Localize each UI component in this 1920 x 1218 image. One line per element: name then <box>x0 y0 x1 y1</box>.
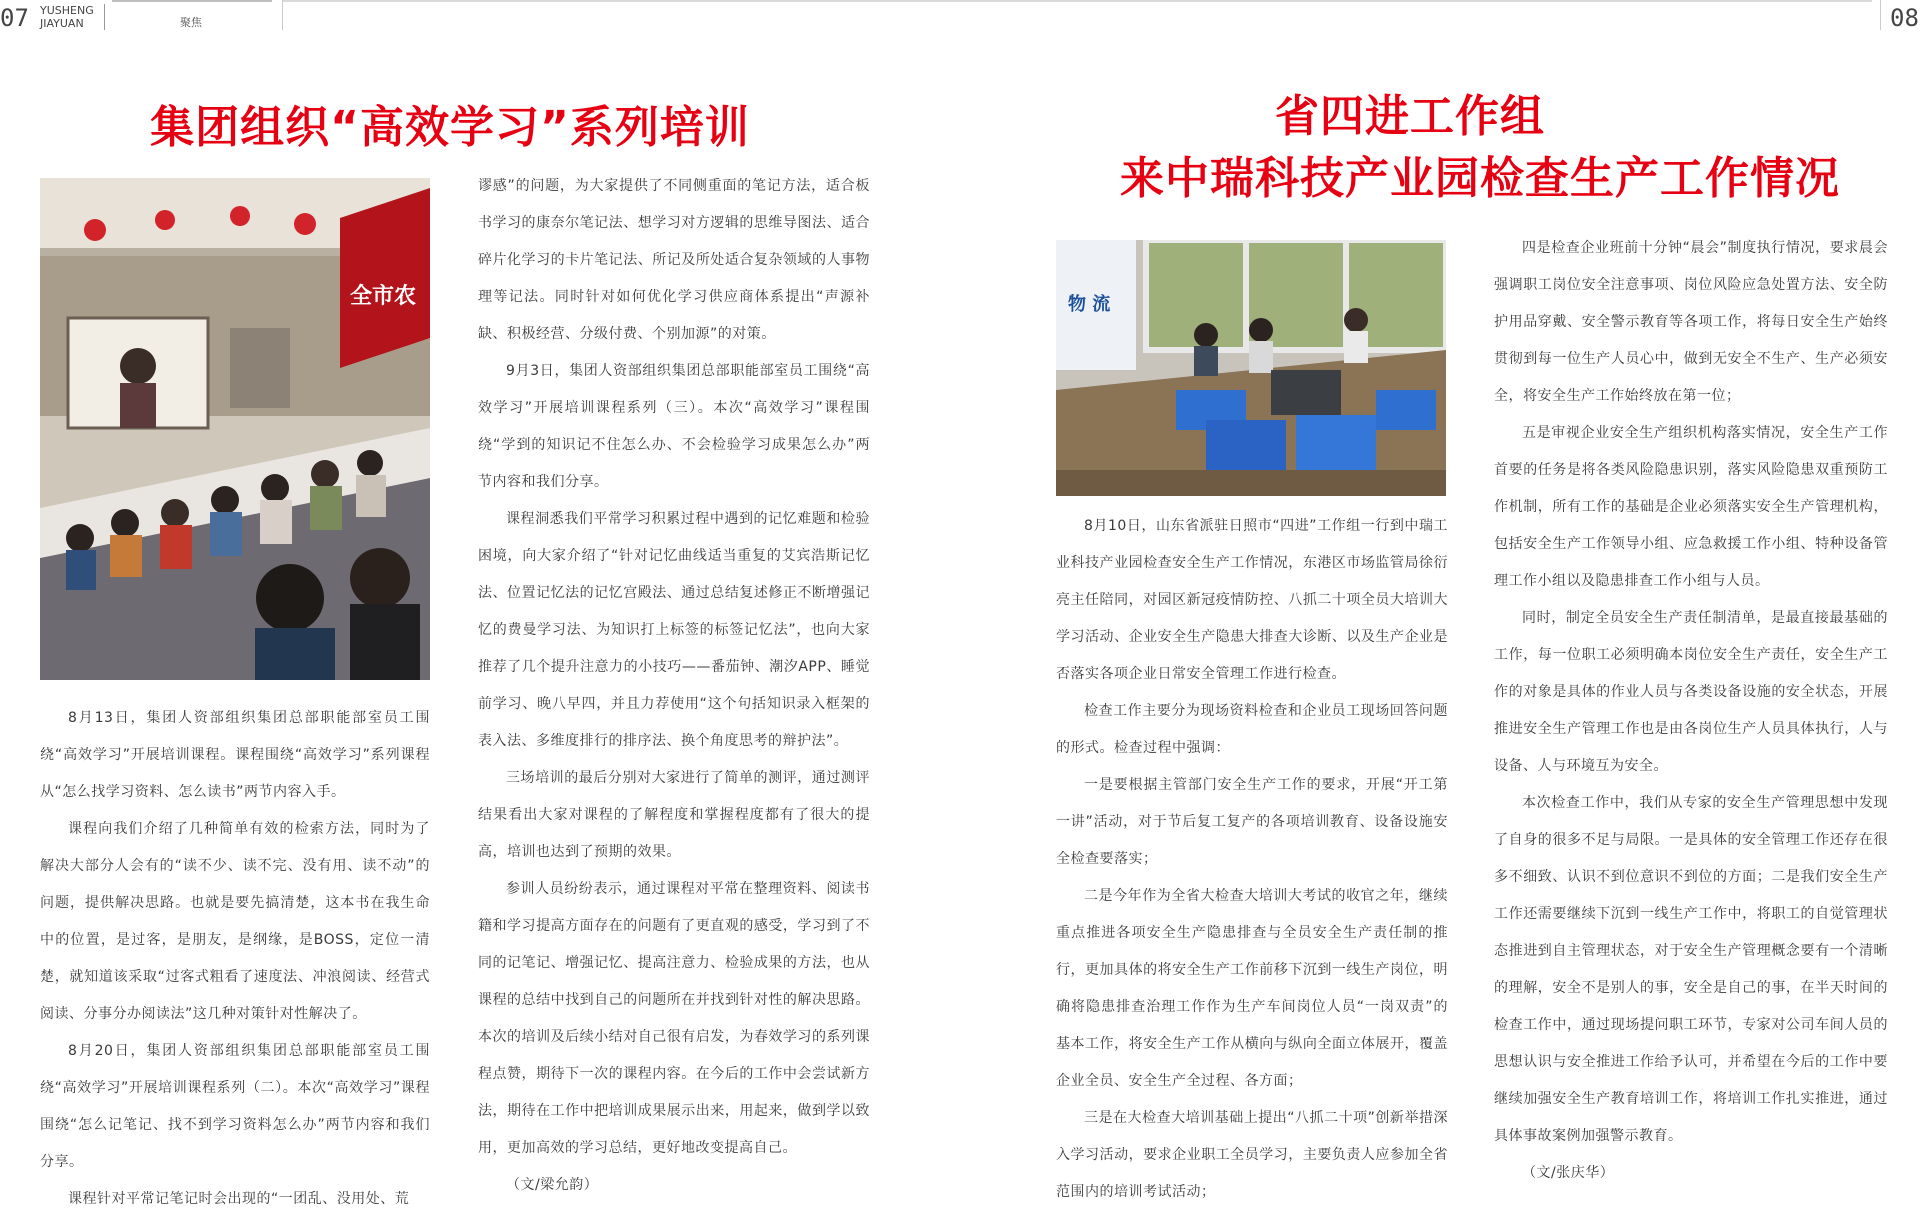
article2-title-line-1: 省四进工作组 <box>1275 91 1545 142</box>
article1-column-1 <box>40 700 430 1218</box>
paragraph: 同时，制定全员安全生产责任制清单，是最直接最基础的工作，每一位职工必须明确本岗位安全生产责任，安全生产工作的对象是具体的作业人员与各类设备设施的安全状态，开展推进安全生产管理工作也是由各岗位生产人员具体执行，人与设备、人与环境互为安全。 <box>1494 610 1888 774</box>
article2-column-1 <box>1056 508 1448 1211</box>
photo-sign-text: 物 流 <box>1068 294 1111 315</box>
header-rule-left <box>112 0 272 2</box>
paragraph: 本次检查工作中，我们从专家的安全生产管理思想中发现了自身的很多不足与局限。一是具体的安全管理工作还存在很多不细致、认识不到位意识不到位的方面；二是我们安全生产工作还需要继续下沉到一线生产工作中，将职工的自觉管理状态推进到自主管理状态，对于安全生产管理概念要有一个清晰的理解，安全不是别人的事，安全是自己的事，在半天时间的检查工作中，通过现场提问职工环节，专家对公司车间人员的思想认识与安全推进工作给予认可，并希望在今后的工作中要继续加强安全生产教育培训工作，将培训工作扎实推进，通过具体事故案例加强警示教育。 <box>1494 795 1888 1144</box>
inspection-photo-graphic <box>1056 240 1446 496</box>
paragraph: 9月3日，集团人资部组织集团总部职能部室员工围绕“高效学习”开展培训课程系列（三）。本次“高效学习”课程围绕“学到的知识记不住怎么办、不会检验学习成果怎么办”两节内容和我们分享。 <box>478 363 870 490</box>
paragraph: 三是在大检查大培训基础上提出“八抓二十项”创新举措深入学习活动，要求企业职工全员学习，主要负责人应参加全省范围内的培训考试活动； <box>1056 1110 1448 1200</box>
paragraph: 一是要根据主管部门安全生产工作的要求，开展“开工第一讲”活动，对于节后复工复产的各项培训教育、设备设施安全检查要落实； <box>1056 777 1448 867</box>
paragraph: 四是检查企业班前十分钟“晨会”制度执行情况，要求晨会强调职工岗位安全注意事项、岗位风险应急处置方法、安全防护用品穿戴、安全警示教育等各项工作，将每日安全生产始终贯彻到每一位生产人员心中，做到无安全不生产、生产必须安全，将安全生产工作始终放在第一位； <box>1494 240 1888 404</box>
header-rule-right <box>282 0 1872 2</box>
paragraph: 谬感”的问题，为大家提供了不同侧重面的笔记方法，适合板书学习的康奈尔笔记法、想学习对方逻辑的思维导图法、适合碎片化学习的卡片笔记法、所记及所处适合复杂领域的人事物理等记法。同时针对如何优化学习供应商体系提出“声源补缺、积极经营、分级付费、个别加源”的对策。 <box>478 178 870 342</box>
header-divider <box>282 0 283 30</box>
photo-banner-text: 全市农 <box>350 284 417 309</box>
article1-photo <box>40 178 430 680</box>
article1-title: 集团组织“高效学习”系列培训 <box>150 102 750 153</box>
paragraph: 三场培训的最后分别对大家进行了简单的测评，通过测评结果看出大家对课程的了解程度和掌握程度都有了很大的提高，培训也达到了预期的效果。 <box>478 770 870 860</box>
brand-line-2: JIAYUAN <box>40 17 84 30</box>
paragraph: 课程向我们介绍了几种简单有效的检索方法，同时为了解决大部分人会有的“读不少、读不完、没有用、读不动”的问题，提供解决思路。也就是要先搞清楚，这本书在我生命中的位置，是过客，是朋友，是纲缘，是BOSS，定位一清楚，就知道该采取“过客式粗看了速度法、冲浪阅读、经营式阅读、分事分办阅读法”这几种对策针对性解决了。 <box>40 821 430 1022</box>
magazine-brand <box>40 4 105 30</box>
paragraph: 二是今年作为全省大检查大培训大考试的收官之年，继续重点推进各项安全生产隐患排查与全员安全生产责任制的推行，更加具体的将安全生产工作前移下沉到一线生产岗位，明确将隐患排查治理工作作为生产车间岗位人员“一岗双责”的基本工作，将安全生产工作从横向与纵向全面立体展开，覆盖企业全员、安全生产全过程、各方面； <box>1056 888 1448 1089</box>
header-divider-right <box>1880 0 1881 30</box>
article1-byline: （文/梁允韵） <box>506 1177 599 1193</box>
meeting-photo-graphic <box>40 178 430 680</box>
paragraph: 检查工作主要分为现场资料检查和企业员工现场回答问题的形式。检查过程中强调： <box>1056 703 1448 756</box>
article2-photo <box>1056 240 1446 496</box>
paragraph: 五是审视企业安全生产组织机构落实情况，安全生产工作首要的任务是将各类风险隐患识别，落实风险隐患双重预防工作机制，所有工作的基础是企业必须落实安全生产管理机构，包括安全生产工作领导小组、应急救援工作小组、特种设备管理工作小组以及隐患排查工作小组与人员。 <box>1494 425 1888 589</box>
paragraph: 参训人员纷纷表示，通过课程对平常在整理资料、阅读书籍和学习提高方面存在的问题有了更直观的感受，学习到了不同的记笔记、增强记忆、提高注意力、检验成果的方法，也从课程的总结中找到自己的问题所在并找到针对性的解决思路。本次的培训及后续小结对自己很有启发，为春效学习的系列课程点赞，期待下一次的课程内容。在今后的工作中会尝试新方法，期待在工作中把培训成果展示出来，用起来，做到学以致用，更加高效的学习总结，更好地改变提高自己。 <box>478 881 870 1156</box>
article2-byline: （文/张庆华） <box>1522 1165 1615 1181</box>
paragraph: 8月13日，集团人资部组织集团总部职能部室员工围绕“高效学习”开展培训课程。课程围绕“高效学习”系列课程从“怎么找学习资料、怎么读书”两节内容入手。 <box>40 710 430 800</box>
article2-title-line-2: 来中瑞科技产业园检查生产工作情况 <box>1120 153 1840 204</box>
page-number-right: 08 <box>1890 4 1919 32</box>
paragraph: 8月10日，山东省派驻日照市“四进”工作组一行到中瑞工业科技产业园检查安全生产工作情况，东港区市场监管局徐衍亮主任陪同，对园区新冠疫情防控、八抓二十项全员大培训大学习活动、企业安全生产隐患大排查大诊断、以及生产企业是否落实各项企业日常安全管理工作进行检查。 <box>1056 518 1448 682</box>
page-number-left: 07 <box>0 4 29 32</box>
paragraph: 课程针对平常记笔记时会出现的“一团乱、没用处、荒 <box>68 1191 410 1207</box>
paragraph: 课程洞悉我们平常学习积累过程中遇到的记忆难题和检验困境，向大家介绍了“针对记忆曲线适当重复的艾宾浩斯记忆法、位置记忆法的记忆宫殿法、通过总结复述修正不断增强记忆的费曼学习法、为知识打上标签的标签记忆法”，也向大家推荐了几个提升注意力的小技巧——番茄钟、潮汐APP、睡觉前学习、晚八早四，并且力荐使用“这个句括知识录入框架的表入法、多维度排行的排序法、换个角度思考的辩护法”。 <box>478 511 870 749</box>
brand-line-1: YUSHENG <box>40 4 94 17</box>
paragraph: 8月20日，集团人资部组织集团总部职能部室员工围绕“高效学习”开展培训课程系列（二）。本次“高效学习”课程围绕“怎么记笔记、找不到学习资料怎么办”两节内容和我们分享。 <box>40 1043 430 1170</box>
article1-column-2 <box>478 168 870 1204</box>
section-label: 聚焦 <box>180 16 202 29</box>
article2-column-2 <box>1494 230 1888 1192</box>
